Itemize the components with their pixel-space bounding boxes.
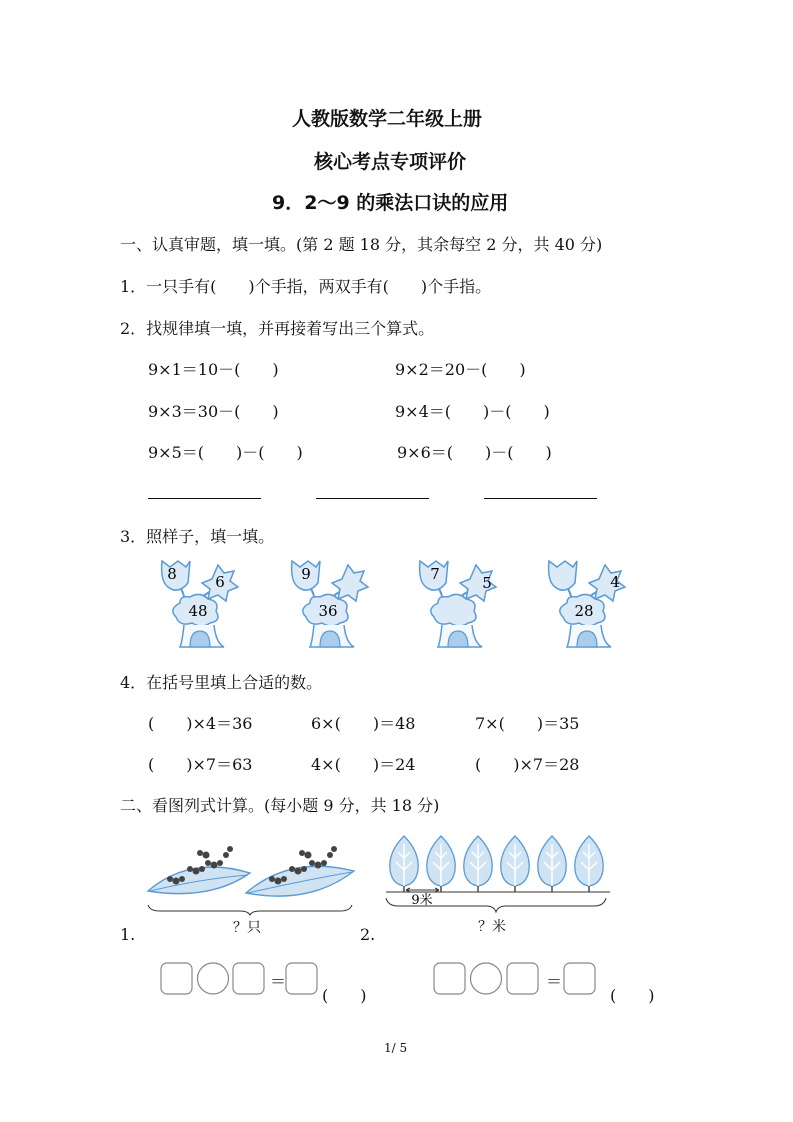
flower-left-number: 8	[167, 565, 177, 583]
problem-2-number: 2.	[360, 925, 376, 944]
product-number: 28	[574, 602, 594, 620]
q4-equation: 7×( )＝35	[475, 714, 580, 733]
ants-on-leaves-picture	[140, 835, 360, 915]
tree-distance-label: 9米	[411, 893, 433, 908]
document-subtitle: 核心考点专项评价	[314, 151, 467, 173]
problem-1-number: 1.	[120, 925, 136, 944]
q4-equation: 4×( )＝24	[311, 755, 416, 774]
flower-plant-diagram[interactable]	[537, 555, 637, 650]
product-number: 48	[188, 602, 208, 620]
equals-sign: ＝	[270, 972, 287, 991]
answer-line[interactable]	[316, 498, 429, 499]
q2-equation: 9×1＝10－( )	[148, 360, 279, 379]
equation-template-2[interactable]	[433, 962, 603, 996]
question-1: 1．一只手有( )个手指，两双手有( )个手指。	[120, 277, 492, 296]
trees-picture	[382, 832, 614, 912]
question-3-stem: 3．照样子，填一填。	[120, 527, 275, 546]
q4-equation: 6×( )＝48	[311, 714, 416, 733]
question-2-stem: 2．找规律填一填，并再接着写出三个算式。	[120, 319, 435, 338]
flower-left-number: 7	[430, 565, 440, 583]
part2-heading: 二、看图列式计算。(每小题 9 分，共 18 分)	[120, 796, 440, 815]
q2-equation: 9×3＝30－( )	[148, 402, 279, 421]
answer-box[interactable]	[286, 963, 317, 994]
flower-right-number: 4	[610, 573, 620, 591]
part1-heading: 一、认真审题，填一填。(第 2 题 18 分，其余每空 2 分，共 40 分)	[120, 235, 603, 254]
section-title: 9．2～9 的乘法口诀的应用	[272, 192, 509, 214]
q4-equation: ( )×4＝36	[148, 714, 253, 733]
flower-right-number: 5	[482, 574, 492, 592]
ants-caption: ？只	[233, 920, 261, 936]
flower-left-number: 9	[301, 565, 311, 583]
unit-blank[interactable]: ( )	[322, 986, 367, 1005]
equation-template-1[interactable]	[160, 962, 320, 996]
trees-caption: ？米	[478, 919, 506, 935]
operator-circle[interactable]	[471, 963, 502, 994]
answer-box[interactable]	[233, 963, 264, 994]
operator-circle[interactable]	[198, 963, 229, 994]
q2-equation: 9×4＝( )－( )	[395, 402, 550, 421]
flower-right-number: 6	[215, 573, 225, 591]
flower-plant-diagram	[150, 555, 250, 650]
answer-line[interactable]	[484, 498, 597, 499]
q2-equation: 9×6＝( )－( )	[397, 443, 552, 462]
answer-box[interactable]	[434, 963, 465, 994]
flower-plant-diagram[interactable]	[280, 555, 380, 650]
q4-equation: ( )×7＝28	[475, 755, 580, 774]
q4-equation: ( )×7＝63	[148, 755, 253, 774]
q2-equation: 9×2＝20－( )	[395, 360, 526, 379]
q2-equation: 9×5＝( )－( )	[148, 443, 303, 462]
answer-box[interactable]	[161, 963, 192, 994]
answer-box[interactable]	[564, 963, 595, 994]
equals-sign: ＝	[546, 972, 563, 991]
flower-plant-diagram[interactable]	[408, 555, 508, 650]
answer-line[interactable]	[148, 498, 261, 499]
product-number: 36	[318, 602, 338, 620]
unit-blank[interactable]: ( )	[610, 986, 655, 1005]
page-number: 1/ 5	[384, 1041, 408, 1055]
answer-box[interactable]	[507, 963, 538, 994]
question-4-stem: 4．在括号里填上合适的数。	[120, 673, 323, 692]
document-title: 人教版数学二年级上册	[292, 108, 483, 130]
